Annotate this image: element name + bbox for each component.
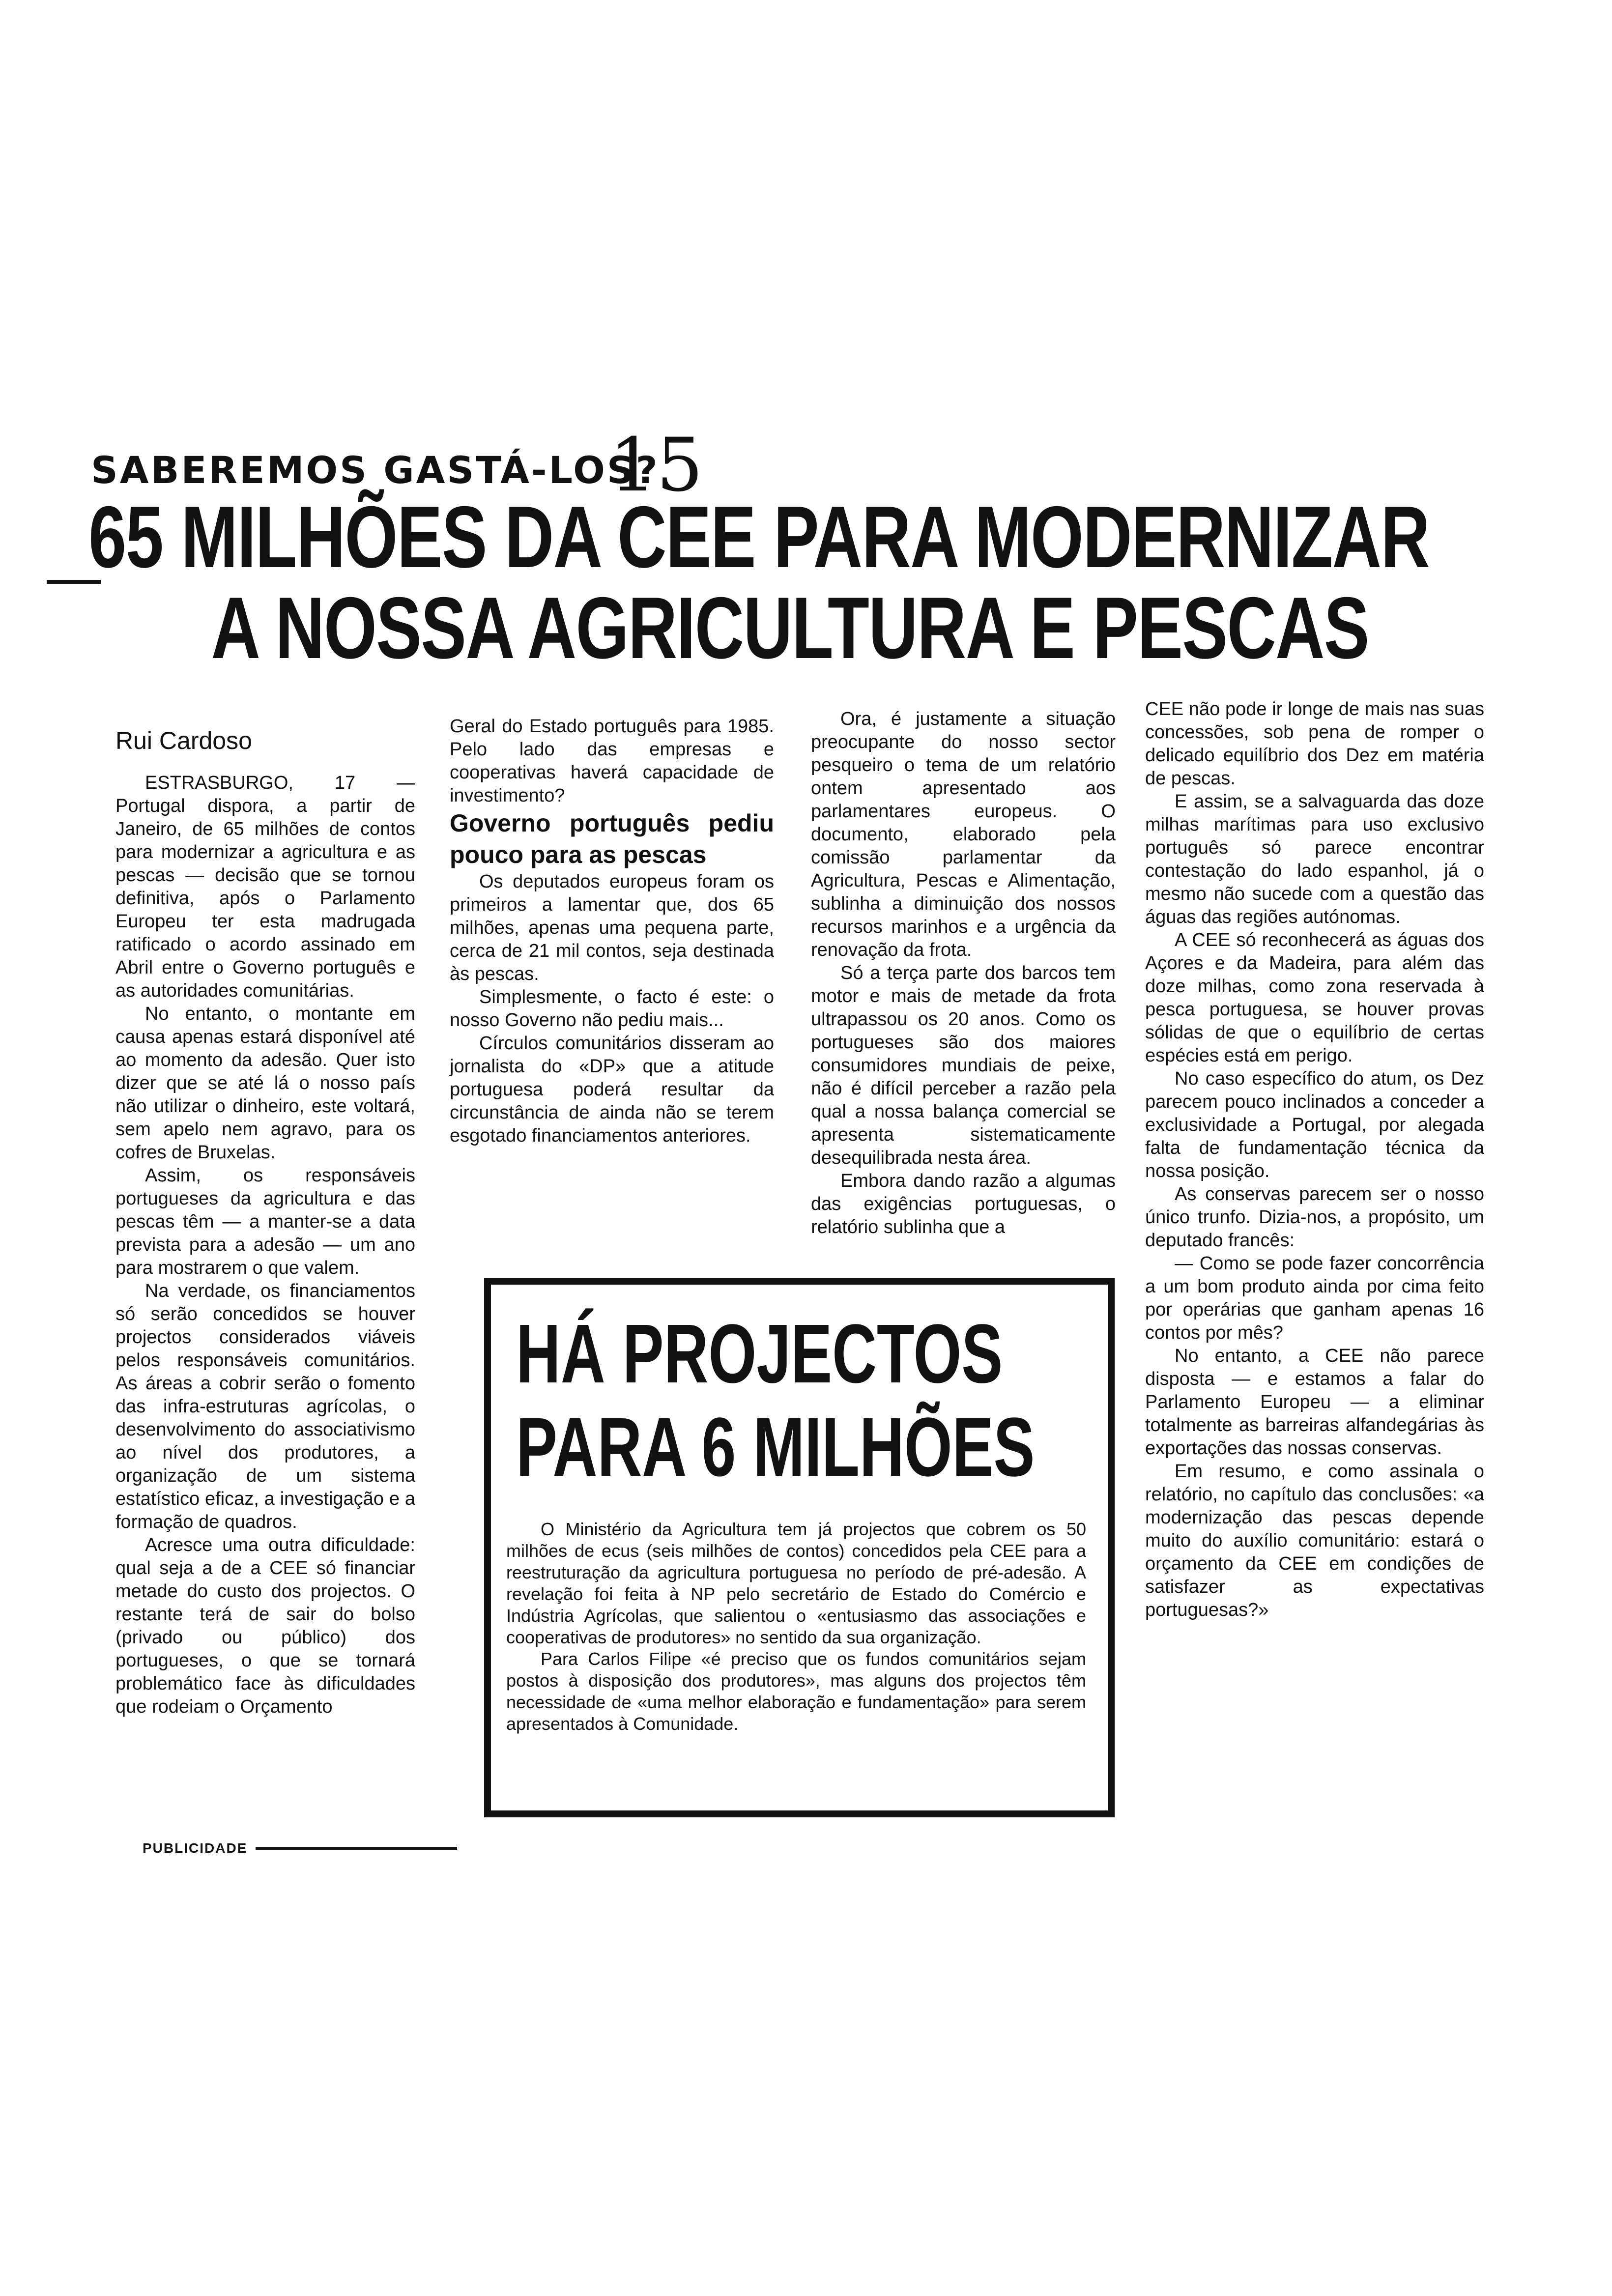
article-column-3 [811,708,1116,1239]
box-body [506,1519,1086,1735]
box-headline-line-2: PARA 6 MILHÕES [516,1401,1035,1494]
paragraph: Em resumo, e como assinala o relatório, no capítulo das conclusões: «a modernização das pescas depende muito do auxílio comunitário: estará o orçamento da CEE em condições de satisfazer as expectativas portuguesas?» [1145,1461,1484,1620]
box-headline-line-1: HÁ PROJECTOS [516,1307,1003,1401]
article-column-2 [450,715,774,1148]
article-column-1 [115,772,415,1719]
paragraph: — Como se pode fazer concorrência a um bom produto ainda por cima feito por operárias que ganham apenas 16 contos por mês? [1145,1253,1484,1343]
handwritten-page-number: 15 [609,423,703,508]
kicker-headline: SABEREMOS GASTÁ-LOS? [91,448,660,492]
article-column-4 [1145,698,1484,1622]
paragraph: Simplesmente, o facto é este: o nosso Governo não pediu mais... [450,987,774,1031]
paragraph: Para Carlos Filipe «é preciso que os fundos comunitários sejam postos à disposição dos produtores», mas alguns dos projectos têm necessidade de «uma melhor elaboração e fundamentação» para serem apresentados à Comunidade. [506,1649,1086,1734]
paragraph: No entanto, a CEE não parece disposta — e estamos a falar do Parlamento Europeu — a eliminar totalmente as barreiras alfandegárias às exportações das nossas conservas. [1145,1346,1484,1459]
footer-label: PUBLICIDADE [143,1840,248,1856]
paragraph: Geral do Estado português para 1985. Pelo lado das empresas e cooperativas haverá capacidade de investimento? [450,716,774,806]
paragraph: Assim, os responsáveis portugueses da agricultura e das pescas têm — a manter-se a data prevista para a adesão — um ano para mostrarem o que valem. [115,1165,415,1278]
paragraph: Só a terça parte dos barcos tem motor e mais de metade da frota ultrapassou os 20 anos. Como os portugueses são dos maiores consumidores mundiais de peixe, não é difícil perceber a razão pela qual a nossa balança comercial se apresenta sistematicamente desequilibrada nesta área. [811,963,1116,1168]
paragraph: Círculos comunitários disseram ao jornalista do «DP» que a atitude portuguesa poderá resultar da circunstância de ainda não se terem esgotado financiamentos anteriores. [450,1033,774,1146]
paragraph: As conservas parecem ser o nosso único trunfo. Dizia-nos, a propósito, um deputado francês: [1145,1184,1484,1251]
paragraph: E assim, se a salvaguarda das doze milhas marítimas para uso exclusivo português só parece encontrar contestação do lado espanhol, já o mesmo não sucede com a questão das águas das regiões autónomas. [1145,791,1484,927]
paragraph: Acresce uma outra dificuldade: qual seja a de a CEE só financiar metade do custo dos projectos. O restante terá de sair do bolso (privado ou público) dos portugueses, o que se tornará problemático face às dificuldades que rodeiam o Orçamento [115,1535,415,1717]
headline-line-1: 65 MILHÕES DA CEE PARA MODERNIZAR [88,488,1430,586]
byline: Rui Cardoso [115,727,252,754]
paragraph: Na verdade, os financiamentos só serão concedidos se houver projectos considerados viáveis pelos responsáveis comunitários. As áreas a cobrir serão o fomento das infra-estruturas agrícolas, o desenvolvimento do associativismo ao nível dos produtores, a organização de um sistema estatístico eficaz, a investigação e a formação de quadros. [115,1281,415,1532]
paragraph: CEE não pode ir longe de mais nas suas concessões, sob pena de romper o delicado equilíbrio dos Dez em matéria de pescas. [1145,699,1484,789]
footer-rule [256,1847,457,1850]
paragraph: Embora dando razão a algumas das exigências portuguesas, o relatório sublinha que a [811,1171,1116,1237]
paragraph: A CEE só reconhecerá as águas dos Açores e da Madeira, para além das doze milhas, como zona reservada à pesca portuguesa, se houver provas sólidas de que o equilíbrio de certas espécies está em perigo. [1145,930,1484,1066]
paragraph: Os deputados europeus foram os primeiros a lamentar que, dos 65 milhões, apenas uma pequena parte, cerca de 21 mil contos, seja destinada às pescas. [450,871,774,984]
paragraph: No entanto, o montante em causa apenas estará disponível até ao momento da adesão. Quer isto dizer que se até lá o nosso país não utilizar o dinheiro, este voltará, sem apelo nem agravo, para os cofres de Bruxelas. [115,1004,415,1163]
paragraph: Ora, é justamente a situação preocupante do nosso sector pesqueiro o tema de um relatório ontem apresentado aos parlamentares europeus. O documento, elaborado pela comissão parlamentar da Agricultura, Pescas e Alimentação, sublinha a diminuição dos nossos recursos marinhos e a urgência da renovação da frota. [811,709,1116,960]
paragraph: O Ministério da Agricultura tem já projectos que cobrem os 50 milhões de ecus (seis milhões de contos) concedidos pela CEE para a reestruturação da agricultura portuguesa no período de pré-adesão. A revelação foi feita à NP pelo secretário de Estado do Comércio e Indústria Agrícolas, que salientou o «entusiasmo das associações e cooperativas de produtores» no sentido da sua organização. [506,1519,1086,1647]
paragraph: No caso específico do atum, os Dez parecem pouco inclinados a conceder a exclusividade a Portugal, por alegada falta de fundamentação técnica da nossa posição. [1145,1068,1484,1181]
main-headline [88,488,1430,677]
headline-line-2: A NOSSA AGRICULTURA E PESCAS [211,579,1369,677]
paragraph: ESTRASBURGO, 17 — Portugal dispora, a partir de Janeiro, de 65 milhões de contos para modernizar a agricultura e as pescas — decisão que se tornou definitiva, após o Parlamento Europeu ter esta madrugada ratificado o acordo assinado em Abril entre o Governo português e as autoridades comunitárias. [115,773,415,1001]
section-subhead: Governo português pediu pouco para as pescas [450,809,774,868]
box-headline [516,1307,1035,1494]
